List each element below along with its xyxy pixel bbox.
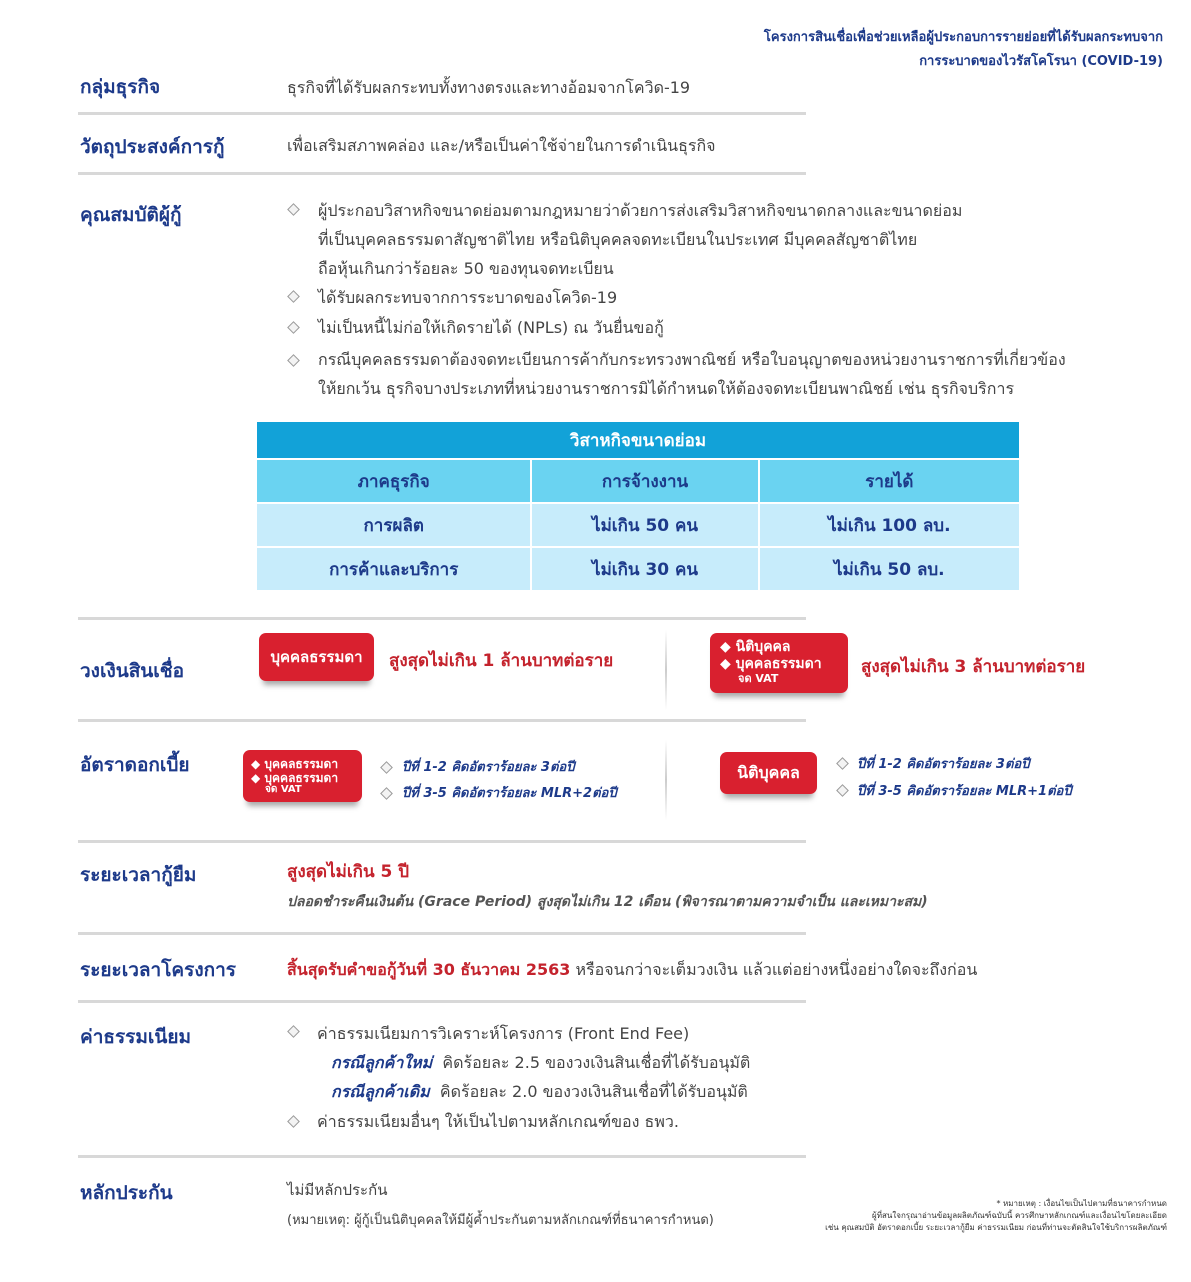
table-cell: ไม่เกิน 50 ลบ. [759,547,1020,591]
fee-front-end: ค่าธรรมเนียมการวิเคราะห์โครงการ (Front End Fee) [317,1024,690,1043]
footnote-line: * หมายเหตุ : เงื่อนไขเป็นไปตามที่ธนาคารกำหนด [996,1199,1167,1208]
qualifications-label: คุณสมบัติผู้กู้ [80,204,182,226]
diamond-bullet-icon [287,354,300,367]
loan-term-label: ระยะเวลากู้ยืม [80,864,197,886]
footnote-line: เช่น คุณสมบัติ อัตราดอกเบี้ย ระยะเวลากู้ยืม ค่าธรรมเนียม ก่อนที่ท่านจะตัดสินใจใช้บริการผลิตภัณฑ์ [825,1223,1167,1232]
badge-line: จด VAT [738,672,779,685]
qualification-item3: ไม่เป็นหนี้ไม่ก่อให้เกิดรายได้ (NPLs) ณ วันยื่นขอกู้ [318,318,664,337]
diamond-bullet-icon [836,784,849,797]
collateral-label: หลักประกัน [80,1182,173,1204]
footnote-line: ผู้ที่สนใจกรุณาอ่านข้อมูลผลิตภัณฑ์ฉบับนี้ ควรศึกษาหลักเกณฑ์และเงื่อนไขโดยละเอียด [872,1211,1167,1220]
collateral-value: ไม่มีหลักประกัน [287,1181,388,1199]
project-period-label: ระยะเวลาโครงการ [80,959,236,981]
collateral-note: (หมายเหตุ: ผู้กู้เป็นนิติบุคคลให้มีผู้ค้ำประกันตามหลักเกณฑ์ที่ธนาคารกำหนด) [287,1213,714,1228]
interest-rate-juristic-2: ปีที่ 3-5 คิดอัตราร้อยละ MLR+1ต่อปี [857,784,1072,799]
qualification-item4-line2: ให้ยกเว้น ธุรกิจบางประเภทที่หน่วยงานราชการมิได้กำหนดให้ต้องจดทะเบียนพาณิชย์ เช่น ธุรกิจบริการ [318,379,1015,398]
sme-criteria-table [255,420,1021,592]
divider [78,617,806,620]
diamond-bullet-icon [287,321,300,334]
table-cell: การผลิต [256,503,531,547]
interest-rate-juristic-1: ปีที่ 1-2 คิดอัตราร้อยละ 3ต่อปี [857,757,1030,772]
footnote [825,1198,1167,1234]
diamond-bullet-icon [287,203,300,216]
fee-existing-customer-text: คิดร้อยละ 2.0 ของวงเงินสินเชื่อที่ได้รับอนุมัติ [439,1082,748,1101]
sme-table-title: วิสาหกิจขนาดย่อม [256,421,1020,459]
diamond-bullet-icon [287,1115,300,1128]
qualification-item1-line3: ถือหุ้นเกินกว่าร้อยละ 50 ของทุนจดทะเบียน [318,259,614,278]
business-group-value: ธุรกิจที่ได้รับผลกระทบทั้งทางตรงและทางอ้อมจากโควิด-19 [287,78,691,97]
credit-limit-label: วงเงินสินเชื่อ [80,660,185,682]
qualification-item2: ได้รับผลกระทบจากการระบาดของโควิด-19 [318,288,618,307]
fee-new-customer [331,1051,750,1076]
fee-existing-customer [331,1080,748,1105]
badge-line: ◆ บุคคลธรรมดา [251,771,339,785]
diamond-bullet-icon [380,787,393,800]
juristic-badge: นิติบุคคล [720,752,817,794]
loan-purpose-label: วัตถุประสงค์การกู้ [80,136,225,158]
fees-label: ค่าธรรมเนียม [80,1026,192,1048]
divider [78,172,806,175]
fee-other: ค่าธรรมเนียมอื่นๆ ให้เป็นไปตามหลักเกณฑ์ของ ธพว. [317,1112,679,1131]
sme-table-header: ภาคธุรกิจ [256,459,531,503]
loan-purpose-value: เพื่อเสริมสภาพคล่อง และ/หรือเป็นค่าใช้จ่ายในการดำเนินธุรกิจ [287,136,716,155]
qualification-item1-line2: ที่เป็นบุคคลธรรมดาสัญชาติไทย หรือนิติบุคคลจดทะเบียนในประเทศ มีบุคคลสัญชาติไทย [318,230,918,249]
divider [78,112,806,115]
table-cell: ไม่เกิน 30 คน [531,547,758,591]
table-row [256,503,1020,547]
table-cell: ไม่เกิน 50 คน [531,503,758,547]
table-cell: ไม่เกิน 100 ลบ. [759,503,1020,547]
badge-line: ◆ บุคคลธรรมดา [251,757,339,771]
divider [665,630,667,710]
grace-period: ปลอดชำระคืนเงินต้น (Grace Period) สูงสุดไม่เกิน 12 เดือน (พิจารณาตามความจำเป็น และเหมาะสม) [287,894,928,910]
divider [78,932,806,935]
divider [665,740,667,820]
credit-limit-juristic: สูงสุดไม่เกิน 3 ล้านบาทต่อราย [861,657,1086,677]
badge-line: ◆ บุคคลธรรมดา [720,656,822,672]
project-period-text [287,958,977,983]
qualification-item4-line1: กรณีบุคคลธรรมดาต้องจดทะเบียนการค้ากับกระทรวงพาณิชย์ หรือใบอนุญาตของหน่วยงานราชการที่เกี่ยวข้อง [318,350,1066,369]
credit-limit-individual: สูงสุดไม่เกิน 1 ล้านบาทต่อราย [389,651,614,671]
table-row [256,547,1020,591]
project-period-rest: หรือจนกว่าจะเต็มวงเงิน แล้วแต่อย่างหนึ่งอย่างใดจะถึงก่อน [570,960,978,979]
interest-rate-individual-1: ปีที่ 1-2 คิดอัตราร้อยละ 3ต่อปี [402,760,575,775]
program-header-line1: โครงการสินเชื่อเพื่อช่วยเหลือผู้ประกอบการรายย่อยที่ได้รับผลกระทบจาก [763,30,1163,45]
qualification-item1-line1: ผู้ประกอบวิสาหกิจขนาดย่อมตามกฎหมายว่าด้วยการส่งเสริมวิสาหกิจขนาดกลางและขนาดย่อม [318,201,963,220]
diamond-bullet-icon [380,761,393,774]
sme-table-header: รายได้ [759,459,1020,503]
badge-line: จด VAT [265,784,302,795]
diamond-bullet-icon [836,757,849,770]
individual-badge: บุคคลธรรมดา [259,633,374,681]
divider [78,840,806,843]
interest-rate-individual-2: ปีที่ 3-5 คิดอัตราร้อยละ MLR+2ต่อปี [402,786,617,801]
business-group-label: กลุ่มธุรกิจ [80,76,161,98]
project-deadline: สิ้นสุดรับคำขอกู้วันที่ 30 ธันวาคม 2563 [287,960,571,979]
badge-line: ◆ นิติบุคคล [720,639,791,655]
individual-vat-badge [243,750,362,802]
sme-table-header: การจ้างงาน [531,459,758,503]
fee-existing-customer-label: กรณีลูกค้าเดิม [331,1082,430,1101]
juristic-vat-badge [710,633,848,693]
divider [78,1000,806,1003]
divider [78,1155,806,1158]
fee-new-customer-label: กรณีลูกค้าใหม่ [331,1053,433,1072]
interest-rate-label: อัตราดอกเบี้ย [80,754,190,776]
fee-new-customer-text: คิดร้อยละ 2.5 ของวงเงินสินเชื่อที่ได้รับอนุมัติ [442,1053,751,1072]
diamond-bullet-icon [287,290,300,303]
program-header-line2: การระบาดของไวรัสโคโรนา (COVID-19) [919,54,1163,69]
program-header [764,26,1163,74]
loan-term-max: สูงสุดไม่เกิน 5 ปี [287,862,410,882]
divider [78,719,806,722]
diamond-bullet-icon [287,1025,300,1038]
table-cell: การค้าและบริการ [256,547,531,591]
